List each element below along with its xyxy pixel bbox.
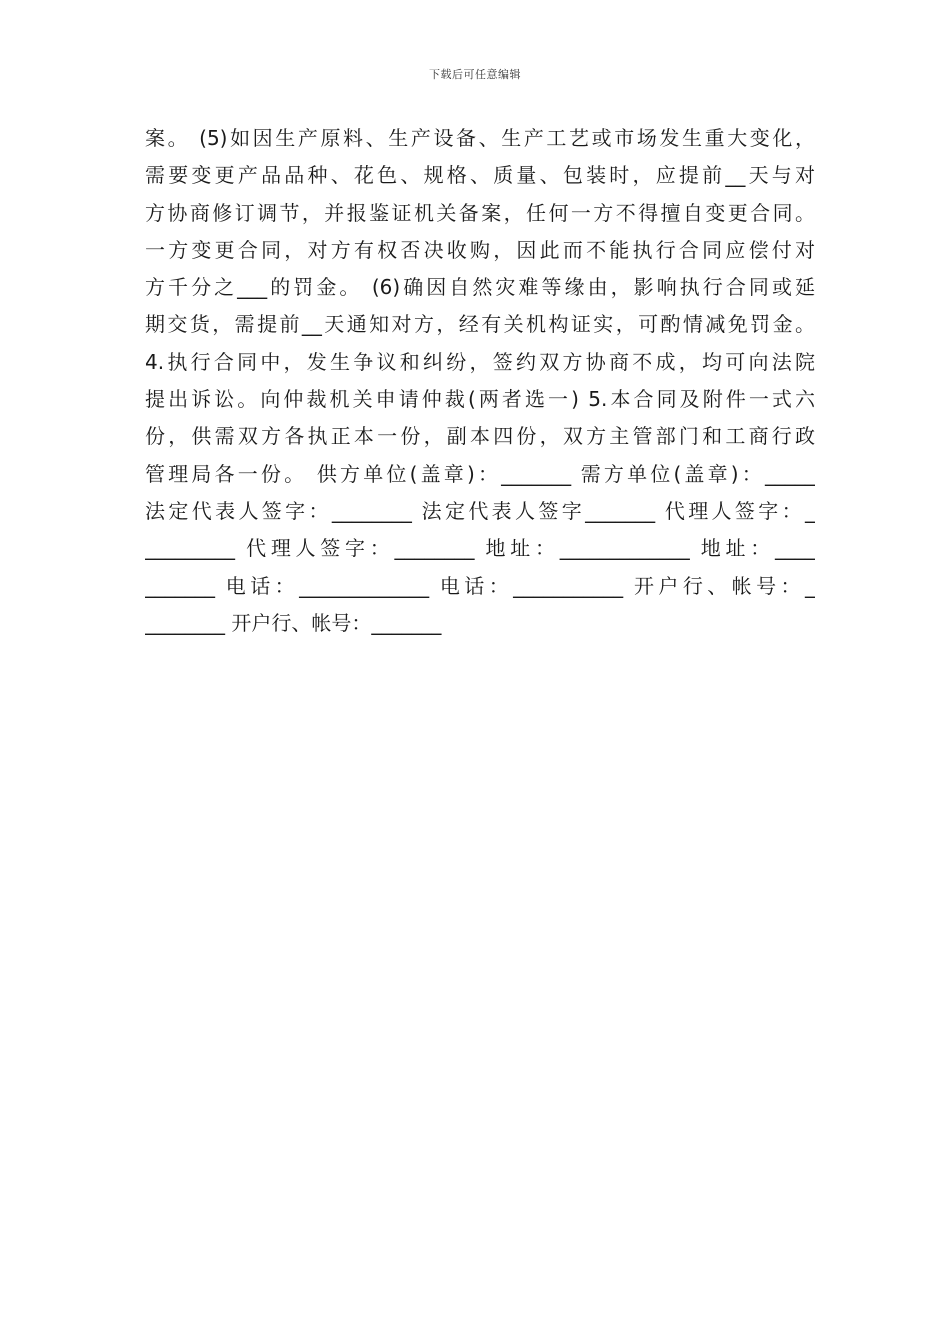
text-line: 需要变更产品品种、花色、规格、质量、包装时，应提前__天与对: [145, 163, 815, 188]
text-line: 份，供需双方各执正本一份，副本四份，双方主管部门和工商行政: [145, 424, 815, 449]
text-line: 4.执行合同中，发生争议和纠纷，签约双方协商不成，均可向法院: [145, 349, 815, 374]
text-line: 提出诉讼。向仲裁机关申请仲裁(两者选一) 5.本合同及附件一式六: [145, 387, 815, 412]
contract-body: [145, 120, 815, 642]
text-line: 期交货，需提前__天通知对方，经有关机构证实，可酌情减免罚金。: [145, 312, 815, 337]
text-line: 管理局各一份。 供方单位(盖章)：_______ 需方单位(盖章)：_____: [145, 461, 815, 486]
page-header: 下载后可任意编辑: [429, 68, 521, 81]
text-line: 案。 (5)如因生产原料、生产设备、生产工艺或市场发生重大变化，: [145, 126, 815, 150]
text-line: _______ 电话：_____________ 电话：___________ 开户行、帐号：_: [145, 573, 815, 598]
text-line-last: ________ 开户行、帐号：_______: [145, 610, 442, 635]
text-line: 方协商修订调节，并报鉴证机关备案，任何一方不得擅自变更合同。: [145, 200, 815, 225]
text-line: _________ 代理人签字：________ 地址：_____________ 地址：____: [145, 536, 815, 561]
text-line: 法定代表人签字：________ 法定代表人签字_______ 代理人签字：_: [145, 498, 815, 523]
text-line: 一方变更合同，对方有权否决收购，因此而不能执行合同应偿付对: [145, 237, 815, 262]
text-line: 方千分之___的罚金。 (6)确因自然灾难等缘由，影响执行合同或延: [145, 275, 815, 300]
